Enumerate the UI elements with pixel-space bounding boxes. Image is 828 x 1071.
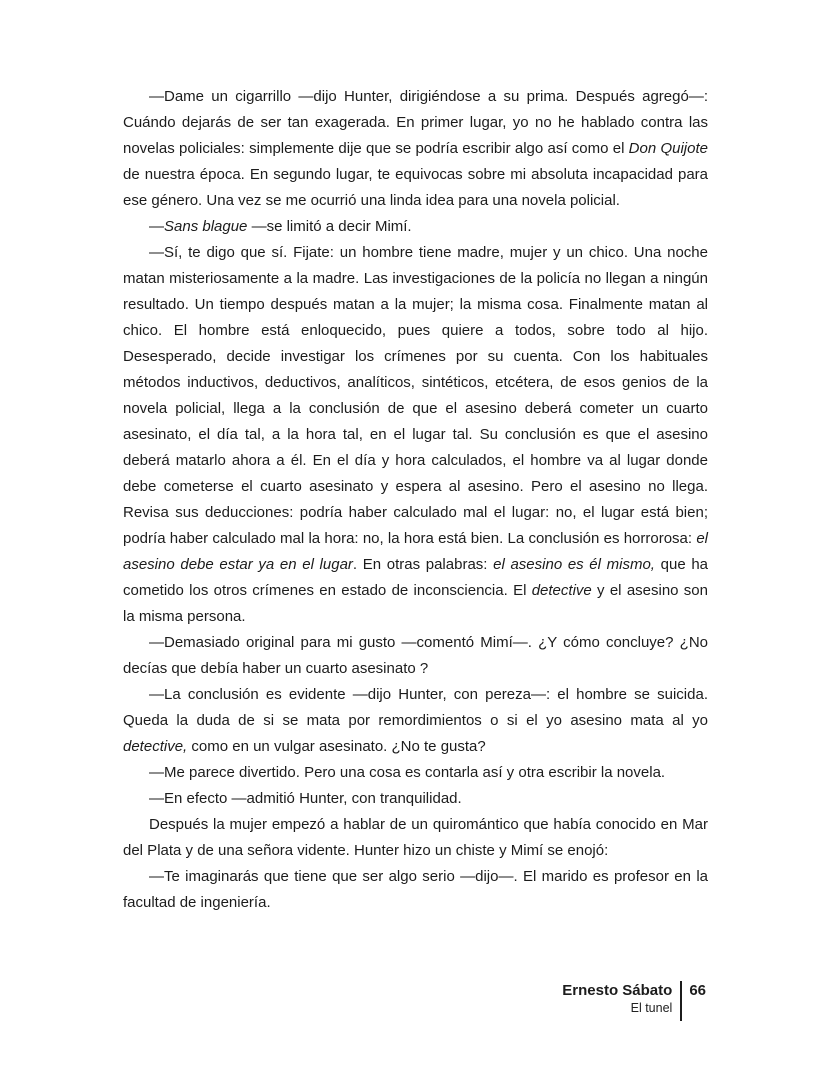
footer-author: Ernesto Sábato (562, 982, 673, 999)
text-segment: Después la mujer empezó a hablar de un quiromántico que había conocido en Mar del Plata y de una señora vidente. Hunter hizo un chiste y Mimí se enojó: (123, 816, 708, 859)
footer-book-title: El tunel (630, 1001, 673, 1015)
italic-text-segment: detective, (123, 738, 188, 755)
paragraph (123, 84, 708, 214)
text-segment: —Sí, te digo que sí. Fijate: un hombre tiene madre, mujer y un chico. Una noche matan misteriosamente a la madre. Las investigaciones de la policía no llegan a ningún resultado. Un tiempo después matan a la mujer; la misma cosa. Finalmente matan al chico. El hombre está enloquecido, pues quiere a todos, sobre todo al hijo. Desesperado, decide investigar los crímenes por su cuenta. Con los habituales métodos inductivos, deductivos, analíticos, sintéticos, etcétera, de esos genios de la novela policial, llega a la conclusión de que el asesino deberá cometer un cuarto asesinato, el día tal, a la hora tal, en el lugar tal. Su conclusión es que el asesino deberá matarlo ahora a él. En el día y hora calculados, el hombre va al lugar donde debe cometerse el cuarto asesinato y espera al asesino. Pero el asesino no llega. Revisa sus deducciones: podría haber calculado mal el lugar: no, el lugar está bien; podría haber calculado mal la hora: no, la hora está bien. La conclusión es horrorosa: (123, 244, 708, 547)
paragraph (123, 812, 708, 864)
paragraph (123, 864, 708, 916)
text-segment: —Te imaginarás que tiene que ser algo serio —dijo—. El marido es profesor en la facultad de ingeniería. (123, 868, 708, 911)
paragraph (123, 786, 708, 812)
paragraph (123, 682, 708, 760)
text-segment: que ha cometido los otros crímenes en estado de inconsciencia. El (123, 556, 709, 599)
footer-page-number: 66 (689, 982, 706, 999)
italic-text-segment: el asesino debe estar ya en el lugar (123, 530, 708, 573)
text-segment: —En efecto —admitió Hunter, con tranquilidad. (149, 790, 462, 807)
text-segment: —Me parece divertido. Pero una cosa es contarla así y otra escribir la novela. (149, 764, 666, 781)
text-segment: — (149, 218, 164, 235)
text-segment: . En otras palabras: (352, 556, 494, 573)
italic-text-segment: Sans blague (164, 218, 248, 235)
paragraph (123, 630, 708, 682)
italic-text-segment: el asesino es él mismo, (493, 556, 655, 573)
paragraph (123, 760, 708, 786)
text-segment: y el asesino son la misma persona. (123, 582, 708, 625)
footer-text (562, 981, 680, 1017)
text-segment: —Demasiado original para mi gusto —comentó Mimí—. ¿Y cómo concluye? ¿No decías que debía haber un cuarto asesinato ? (123, 634, 708, 677)
text-segment: como en un vulgar asesinato. ¿No te gusta? (187, 738, 486, 755)
text-segment: —La conclusión es evidente —dijo Hunter, con pereza—: el hombre se suicida. Queda la duda de si se mata por remordimientos o si el yo asesino mata al yo (123, 686, 708, 729)
paragraph (123, 240, 708, 630)
text-segment: —se limitó a decir Mimí. (247, 218, 412, 235)
italic-text-segment: detective (531, 582, 592, 599)
text-segment: de nuestra época. En segundo lugar, te equivocas sobre mi absoluta incapacidad para ese género. Una vez se me ocurrió una linda idea para una novela policial. (123, 166, 708, 209)
page-body (123, 84, 708, 916)
paragraph (123, 214, 708, 240)
page-footer (0, 981, 706, 1021)
italic-text-segment: Don Quijote (628, 140, 708, 157)
text-segment: —Dame un cigarrillo —dijo Hunter, dirigiéndose a su prima. Después agregó—: Cuándo dejarás de ser tan exagerada. En primer lugar, yo no he hablado contra las novelas policiales: simplemente dije que se podría escribir algo así como el (123, 88, 708, 157)
